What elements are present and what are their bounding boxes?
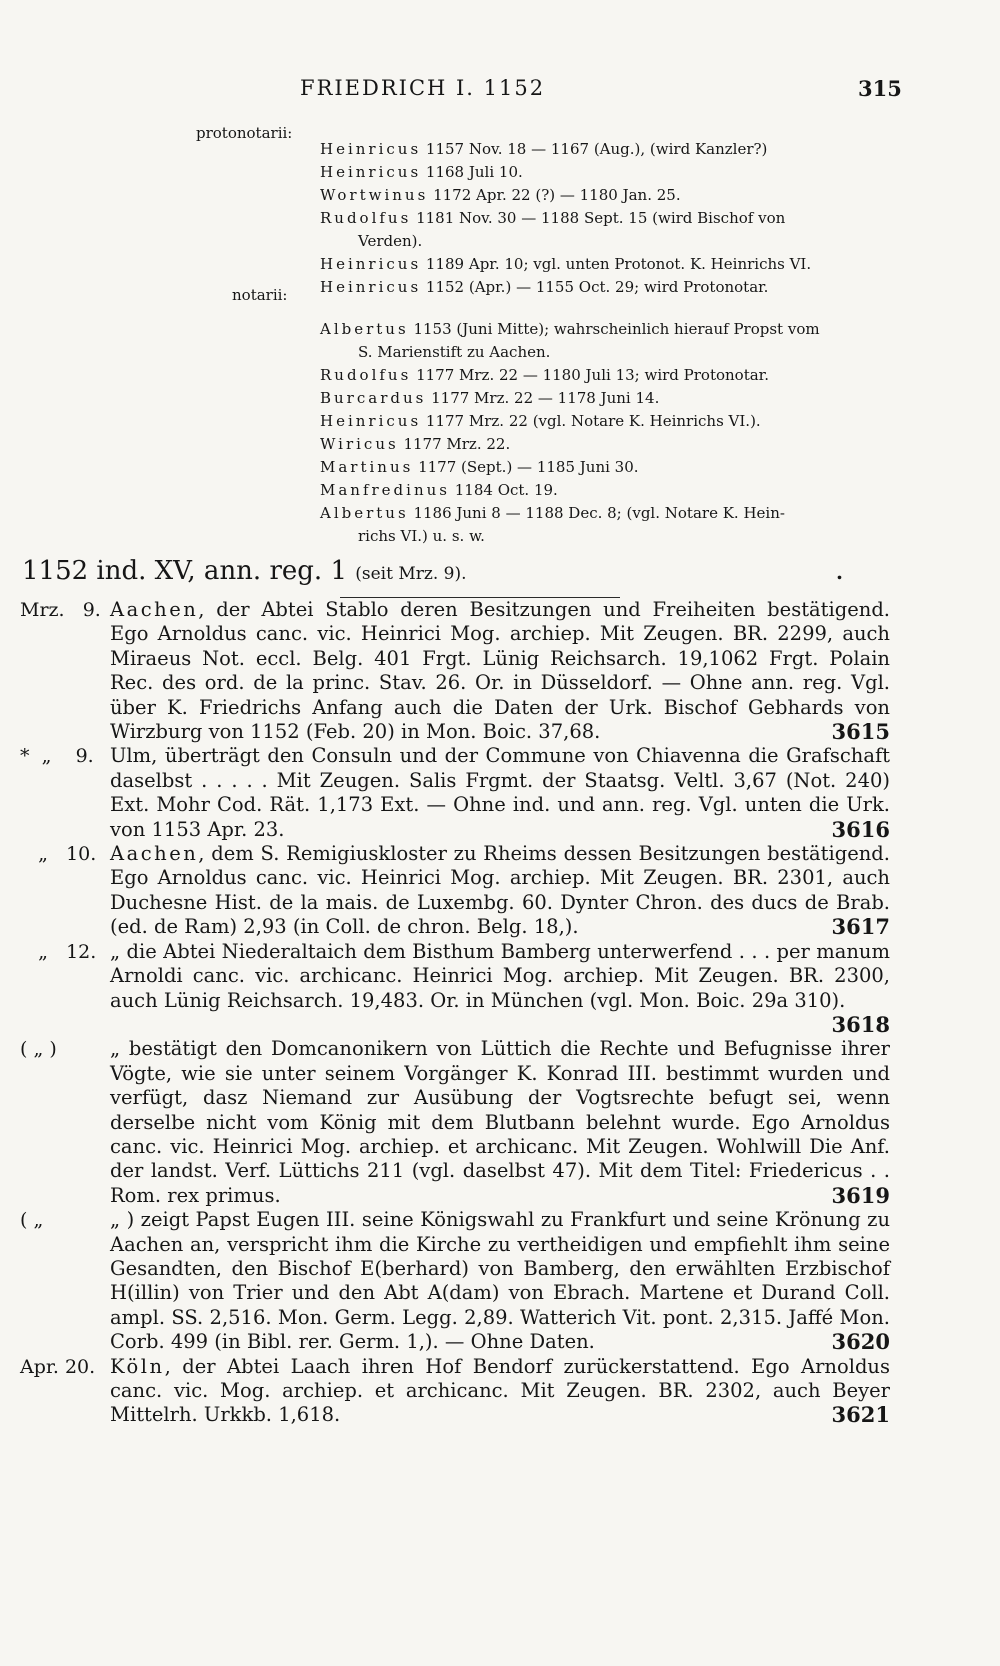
- year-heading: [22, 556, 467, 586]
- person-dates: 1172 Apr. 22 (?) — 1180 Jan. 25.: [428, 186, 681, 204]
- year-heading-main: 1152 ind. XV, ann. reg. 1: [22, 556, 356, 586]
- notarii-line: [320, 433, 890, 456]
- person-name: Albertus: [320, 320, 409, 338]
- person-name: Manfredinus: [320, 481, 450, 499]
- regest-entry: [20, 744, 890, 842]
- entry-content: , überträgt den Consuln und der Commune von Chiavenna die Grafschaft daselbst . . . . . Mit Zeugen. Salis Frgmt. der Staatsg. Veltl. 3,67 (Not. 240) Ext. Mohr Cod. Rät. 1,173 Ext. — Ohne ind. und ann. reg. Vgl. unten die Urk. von 1153 Apr. 23.: [110, 744, 890, 841]
- entry-content: , der Abtei Stablo deren Besitzungen und Freiheiten bestätigend. Ego Arnoldus canc. vic. Heinrici Mog. archiep. Mit Zeugen. BR. 2299, auch Miraeus Not. eccl. Belg. 401 Frgt. Lünig Reichsarch. 19,1062 Frgt. Polain Rec. des ord. de la princ. Stav. 26. Or. in Düsseldorf. — Ohne ann. reg. Vgl. über K. Friedrichs Anfang auch die Daten der Urk. Bischof Gebhards von Wirzburg von 1152 (Feb. 20) in Mon. Boic. 37,68.: [110, 598, 890, 744]
- person-name: Wortwinus: [320, 186, 429, 204]
- person-dates: Verden).: [358, 232, 423, 250]
- entry-date: * „ 9.: [20, 745, 94, 768]
- regest-number: 3620: [831, 1329, 890, 1355]
- notarii-list: [320, 318, 890, 548]
- entry-place: Köln: [110, 1354, 165, 1378]
- notarii-line: [320, 318, 890, 341]
- person-dates: 1152 (Apr.) — 1155 Oct. 29; wird Protonotar.: [421, 278, 769, 296]
- protonotarii-line: [320, 184, 890, 207]
- person-name: Heinricus: [320, 412, 422, 430]
- entry-date: ( „: [20, 1209, 44, 1232]
- regest-entry: [20, 940, 890, 1038]
- protonotarii-line: [320, 276, 890, 299]
- entry-text: [110, 842, 890, 940]
- person-name: Martinus: [320, 458, 414, 476]
- person-name: Burcardus: [320, 389, 427, 407]
- person-dates: S. Marienstift zu Aachen.: [358, 343, 551, 361]
- entry-content: , dem S. Remigiuskloster zu Rheims dessen Besitzungen bestätigend. Ego Arnoldus canc. vic. Heinrici Mog. archiep. Mit Zeugen. BR. 2301, auch Duchesne Hist. de la mais. de Luxembg. 60. Dynter Chron. des ducs de Brab. (ed. de Ram) 2,93 (in Coll. de chron. Belg. 18,).: [110, 842, 890, 939]
- person-name: Heinricus: [320, 163, 422, 181]
- notarii-line: [320, 525, 890, 548]
- person-name: Wiricus: [320, 435, 399, 453]
- regest-entry: [20, 598, 890, 744]
- notarii-line: [320, 341, 890, 364]
- person-dates: 1177 Mrz. 22 (vgl. Notare K. Heinrichs VI.).: [421, 412, 761, 430]
- person-dates: 1177 Mrz. 22 — 1180 Juli 13; wird Protonotar.: [411, 366, 769, 384]
- regest-number: 3621: [831, 1402, 890, 1428]
- entry-place: Aachen: [110, 598, 199, 621]
- person-dates: 1177 Mrz. 22 — 1178 Juni 14.: [426, 389, 660, 407]
- notarii-line: [320, 479, 890, 502]
- person-name: Heinricus: [320, 278, 422, 296]
- entry-text: [110, 1037, 890, 1208]
- person-dates: 1181 Nov. 30 — 1188 Sept. 15 (wird Bischof von: [411, 209, 786, 227]
- person-dates: 1189 Apr. 10; vgl. unten Protonot. K. Heinrichs VI.: [421, 255, 812, 273]
- entry-place: Ulm: [110, 744, 152, 768]
- person-name: Rudolfus: [320, 366, 412, 384]
- person-name: Heinricus: [320, 140, 422, 158]
- protonotarii-line: [320, 230, 890, 253]
- entry-place: Aachen: [110, 842, 199, 866]
- entry-date: „ 10.: [20, 843, 97, 866]
- notarii-line: [320, 364, 890, 387]
- regest-number: 3615: [831, 719, 890, 745]
- notarii-line: [320, 410, 890, 433]
- page-number: 315: [858, 76, 902, 101]
- entry-content: „ bestätigt den Domcanonikern von Lüttich die Rechte und Befugnisse ihrer Vögte, wie sie unter seinem Vorgänger K. Konrad III. bestimmt wurden und verfügt, dasz Niemand zur Ausübung der Vogtsrechte befugt sei, wenn derselbe nicht vom König mit dem Blutbann belehnt wurde. Ego Arnoldus canc. vic. Heinrici Mog. archiep. et archicanc. Mit Zeugen. Wohlwill Die Anf. der landst. Verf. Lüttichs 211 (vgl. daselbst 47). Mit dem Titel: Friedericus . . Rom. rex primus.: [110, 1037, 890, 1207]
- protonotarii-list: [320, 138, 890, 299]
- entry-date: ( „ ): [20, 1038, 57, 1061]
- notarii-line: [320, 387, 890, 410]
- regest-entry: [20, 1355, 890, 1428]
- regest-number: 3619: [831, 1182, 890, 1208]
- entry-content: „ die Abtei Niederaltaich dem Bisthum Bamberg unterwerfend . . . per manum Arnoldi canc. vic. archicanc. Heinrici Mog. archiep. Mit Zeugen. BR. 2300, auch Lünig Reichsarch. 19,483. Or. in München (vgl. Mon. Boic. 29a 310).: [110, 939, 890, 1012]
- person-dates: 1177 (Sept.) — 1185 Juni 30.: [413, 458, 639, 476]
- person-dates: 1168 Juli 10.: [421, 163, 523, 181]
- entry-content: , der Abtei Laach ihren Hof Bendorf zurückerstattend. Ego Arnoldus canc. vic. Mog. archiep. et archicanc. Mit Zeugen. BR. 2302, auch Beyer Mittelrh. Urkkb. 1,618.: [110, 1354, 890, 1427]
- person-name: Albertus: [320, 504, 409, 522]
- year-heading-dot: .: [836, 560, 843, 584]
- entry-text: [110, 744, 890, 842]
- entry-date: Mrz. 9.: [20, 599, 101, 621]
- regest-entries: [20, 598, 890, 1428]
- notarii-line: [320, 502, 890, 525]
- entry-text: [110, 939, 890, 1037]
- protonotarii-line: [320, 138, 890, 161]
- person-dates: 1177 Mrz. 22.: [398, 435, 511, 453]
- person-dates: 1157 Nov. 18 — 1167 (Aug.), (wird Kanzler?): [421, 140, 768, 158]
- regest-number: 3618: [831, 1011, 890, 1037]
- person-dates: 1186 Juni 8 — 1188 Dec. 8; (vgl. Notare K. Hein-: [408, 504, 785, 522]
- regest-entry: [20, 842, 890, 940]
- entry-date: „ 12.: [20, 940, 97, 963]
- person-dates: 1184 Oct. 19.: [449, 481, 558, 499]
- entry-text: [110, 598, 890, 744]
- notarii-label: notarii:: [232, 286, 288, 304]
- entry-content: „ ) zeigt Papst Eugen III. seine Königswahl zu Frankfurt und seine Krönung zu Aachen an, verspricht ihm die Kirche zu vertheidigen und empfiehlt ihm seine Gesandten, den Bischof E(berhard) von Bamberg, den erwählten Erzbischof H(illin) von Trier und den Abt A(dam) von Ebrach. Martene et Durand Coll. ampl. SS. 2,516. Mon. Germ. Legg. 2,89. Watterich Vit. pont. 2,315. Jaffé Mon. Corb. 499 (in Bibl. rer. Germ. 1,). — Ohne Daten.: [110, 1208, 890, 1354]
- protonotarii-line: [320, 253, 890, 276]
- person-dates: richs VI.) u. s. w.: [358, 527, 485, 545]
- regest-entry: [20, 1037, 890, 1208]
- year-heading-paren: (seit Mrz. 9).: [355, 564, 467, 584]
- protonotarii-label: protonotarii:: [196, 124, 293, 142]
- regest-number: 3617: [831, 914, 890, 940]
- regest-entry: [20, 1208, 890, 1354]
- notarii-line: [320, 456, 890, 479]
- person-name: Rudolfus: [320, 209, 412, 227]
- protonotarii-line: [320, 161, 890, 184]
- person-name: Heinricus: [320, 255, 422, 273]
- person-dates: 1153 (Juni Mitte); wahrscheinlich hierauf Propst vom: [408, 320, 820, 338]
- entry-date: Apr. 20.: [20, 1355, 96, 1378]
- entry-text: [110, 1208, 890, 1354]
- regest-number: 3616: [831, 816, 890, 842]
- entry-text: [110, 1355, 890, 1428]
- running-header-title: FRIEDRICH I. 1152: [300, 76, 546, 100]
- protonotarii-line: [320, 207, 890, 230]
